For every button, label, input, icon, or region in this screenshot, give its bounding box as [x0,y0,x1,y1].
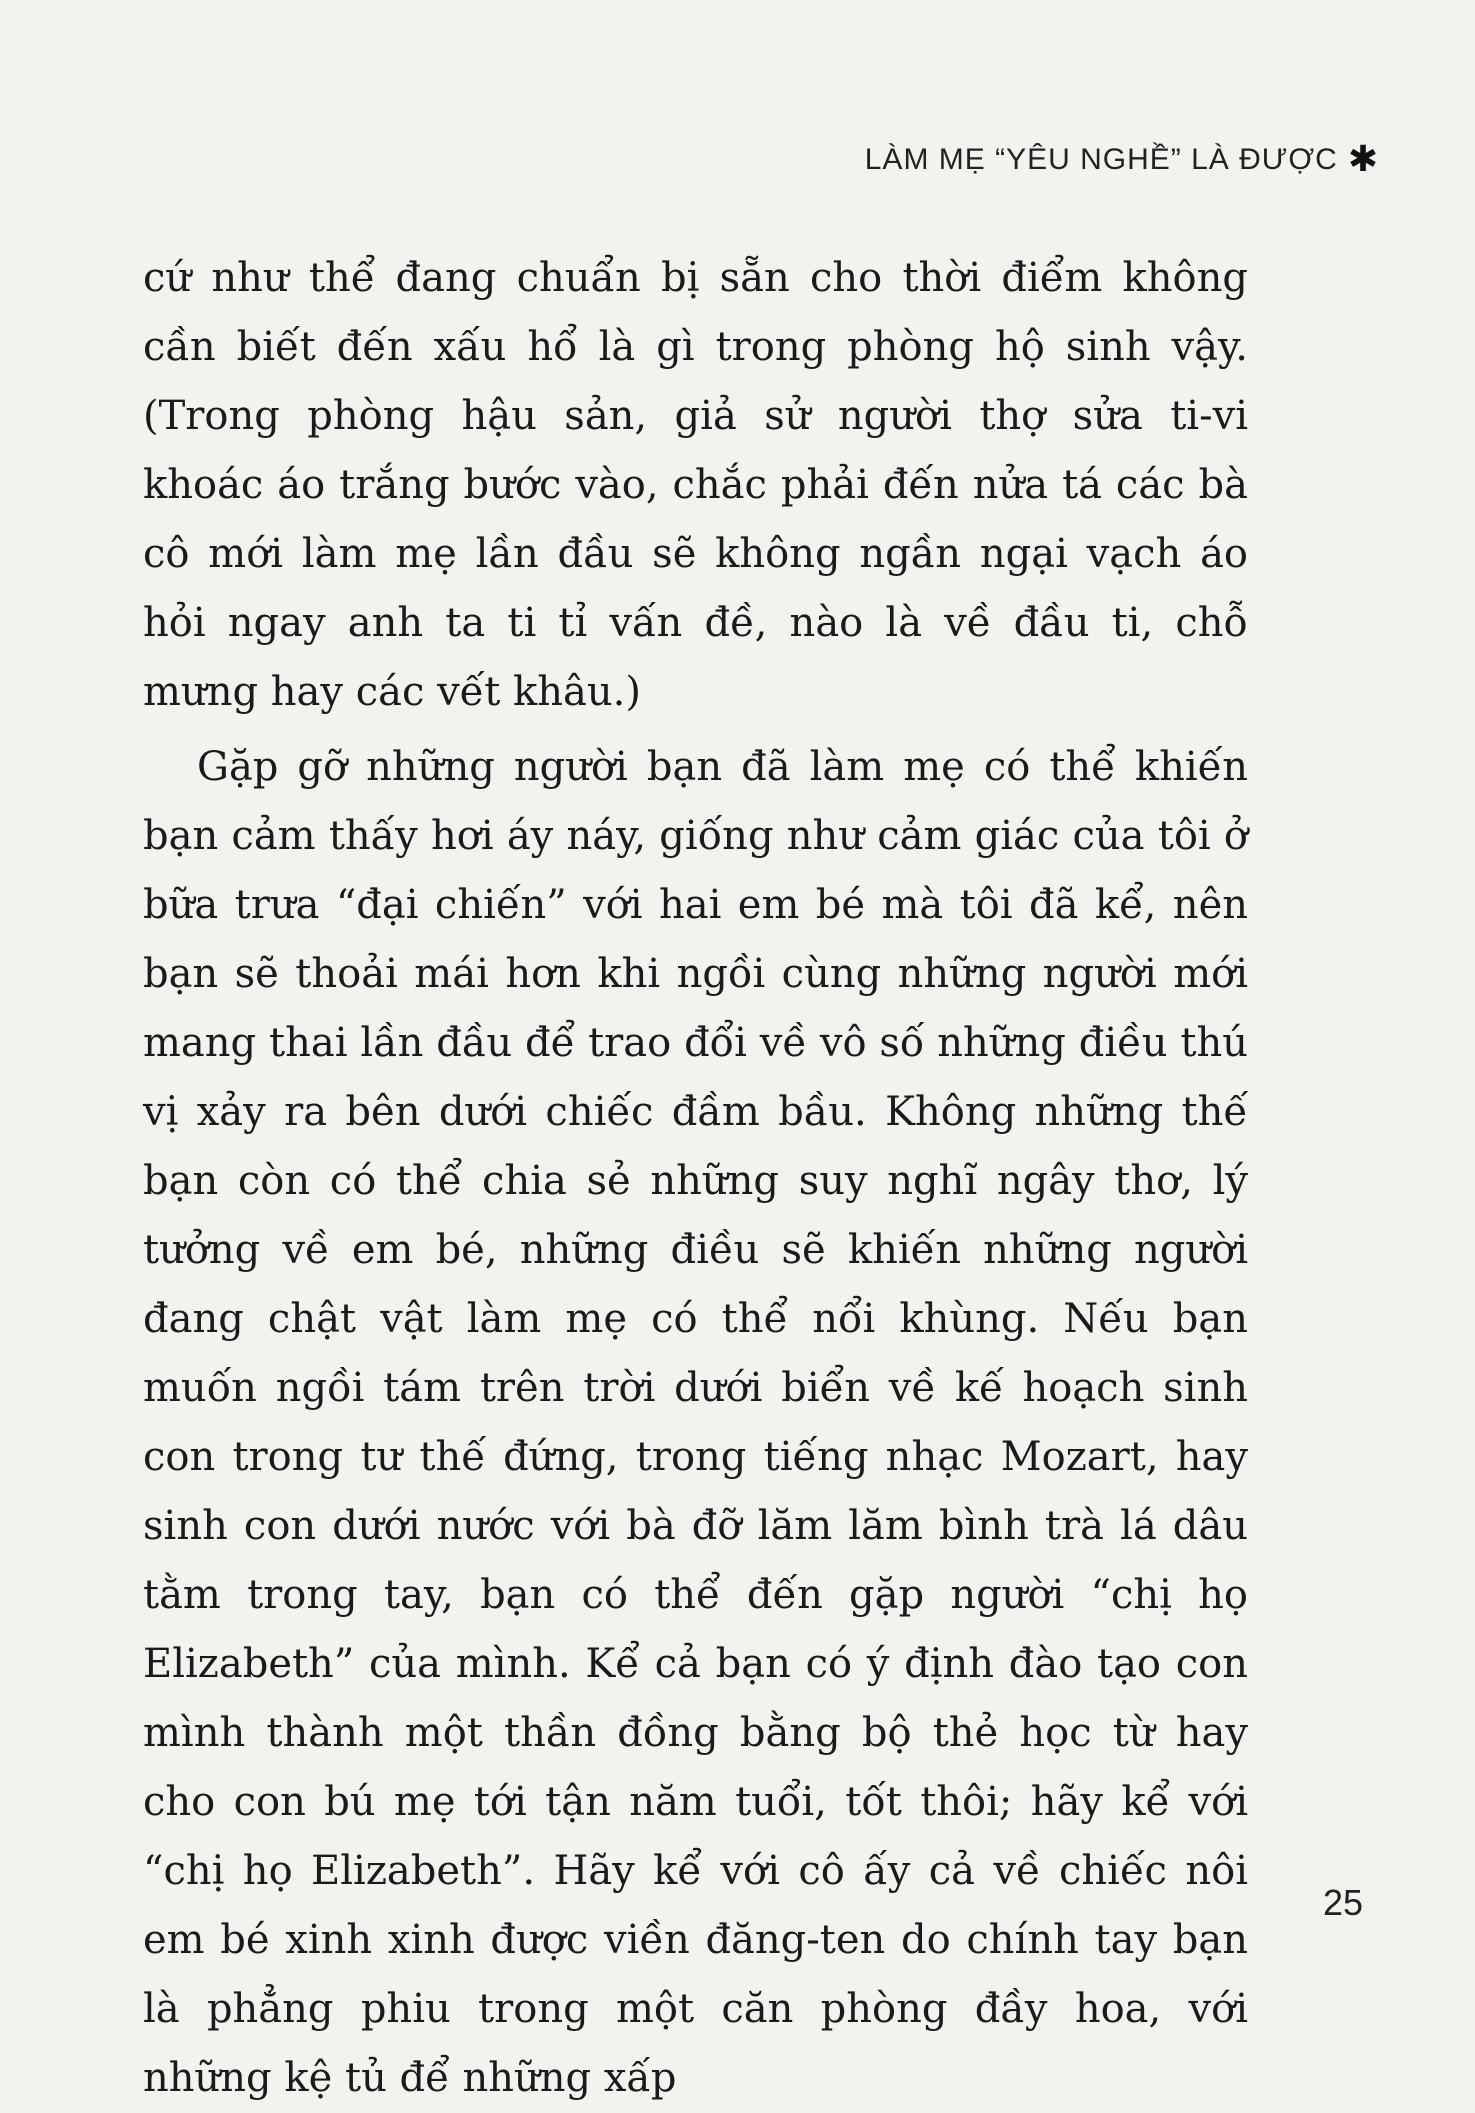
paragraph: Gặp gỡ những người bạn đã làm mẹ có thể khiến bạn cảm thấy hơi áy náy, giống như cảm giác của tôi ở bữa trưa “đại chiến” với hai em bé mà tôi đã kể, nên bạn sẽ thoải mái hơn khi ngồi cùng những người mới mang thai lần đầu để trao đổi về vô số những điều thú vị xảy ra bên dưới chiếc đầm bầu. Không những thế bạn còn có thể chia sẻ những suy nghĩ ngây thơ, lý tưởng về em bé, những điều sẽ khiến những người đang chật vật làm mẹ có thể nổi khùng. Nếu bạn muốn ngồi tám trên trời dưới biển về kế hoạch sinh con trong tư thế đứng, trong tiếng nhạc Mozart, hay sinh con dưới nước với bà đỡ lăm lăm bình trà lá dâu tằm trong tay, bạn có thể đến gặp người “chị họ Elizabeth” của mình. Kể cả bạn có ý định đào tạo con mình thành một thần đồng bằng bộ thẻ học từ hay cho con bú mẹ tới tận năm tuổi, tốt thôi; hãy kể với “chị họ Elizabeth”. Hãy kể với cô ấy cả về chiếc nôi em bé xinh xinh được viền đăng-ten do chính tay bạn là phẳng phiu trong một căn phòng đầy hoa, với những kệ tủ để những xấp [143,744,1248,2101]
page-number: 25 [1322,1882,1363,1923]
body-text [143,244,1248,2113]
asterisk-star-icon: ✱ [1347,139,1379,180]
paragraph: cứ như thể đang chuẩn bị sẵn cho thời điểm không cần biết đến xấu hổ là gì trong phòng hộ sinh vậy. (Trong phòng hậu sản, giả sử người thợ sửa ti-vi khoác áo trắng bước vào, chắc phải đến nửa tá các bà cô mới làm mẹ lần đầu sẽ không ngần ngại vạch áo hỏi ngay anh ta ti tỉ vấn đề, nào là về đầu ti, chỗ mưng hay các vết khâu.) [143,255,1248,715]
running-header [864,139,1379,180]
running-title: LÀM MẸ “YÊU NGHỀ” LÀ ĐƯỢC [864,143,1338,176]
